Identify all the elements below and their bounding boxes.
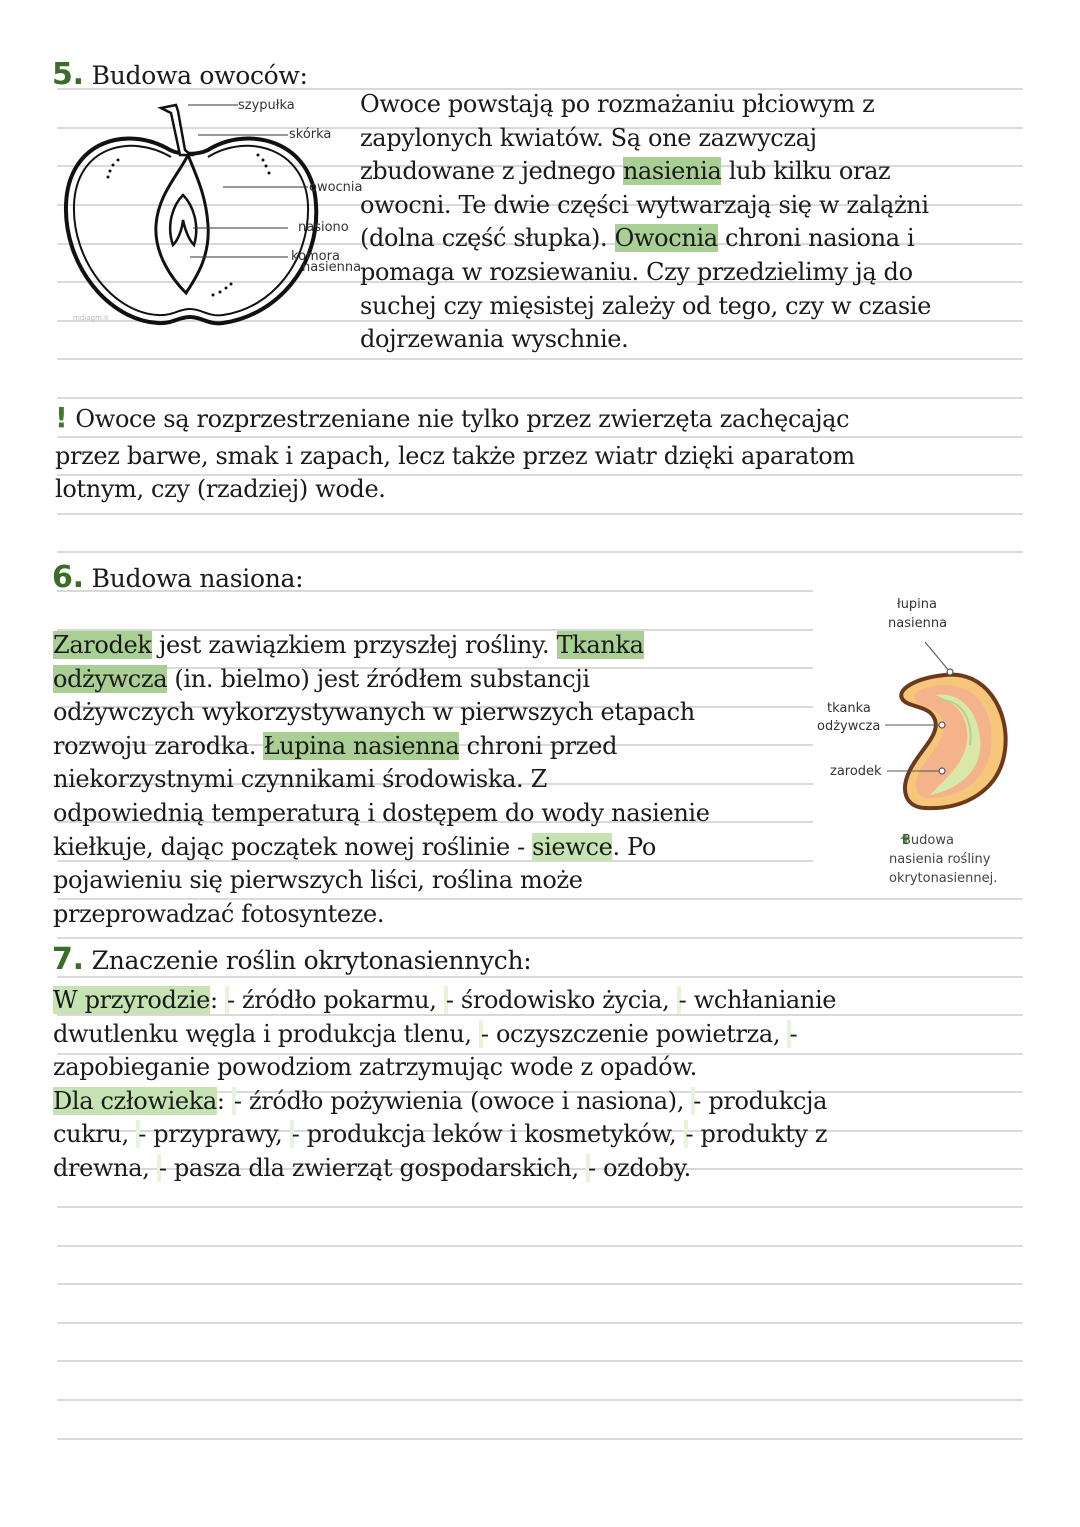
text-run: chroni przed	[459, 731, 618, 760]
label-zarodek: zarodek	[830, 764, 882, 779]
text-line	[53, 629, 710, 663]
text-run: niekorzystnymi czynnikami środowiska. Z	[53, 765, 547, 794]
text-run: zapobieganie powodziom zatrzymując wode z opadów.	[53, 1053, 697, 1082]
note-text	[55, 401, 855, 507]
section-title: Znaczenie roślin okrytonasiennych:	[91, 946, 532, 975]
text-run: chroni nasiona i	[717, 224, 915, 253]
section-number: 6.	[52, 560, 84, 595]
list-item: - oczyszczenie powietrza,	[480, 1019, 788, 1048]
text-run: jest zawiązkiem przyszłej rośliny.	[151, 631, 557, 659]
text-run: pomaga w rozsiewaniu. Czy przedzielimy ją do	[360, 257, 913, 286]
highlighted-term: Owocnia	[614, 224, 718, 253]
ruled-line	[57, 1206, 1023, 1208]
text-run: lub kilku oraz	[721, 157, 891, 186]
text-run: rozwoju zarodka.	[53, 731, 264, 760]
text-run: dojrzewania wyschnie.	[360, 325, 629, 354]
section-7-heading	[52, 942, 531, 977]
text-line	[360, 88, 931, 122]
section-6-text	[53, 629, 710, 931]
apple-diagram	[58, 95, 363, 335]
text-line	[53, 831, 710, 865]
highlighted-term: siewce	[532, 832, 613, 861]
watermark: mdiagm.it	[73, 314, 109, 322]
section-number: 5.	[52, 57, 84, 92]
ruled-line	[57, 513, 1023, 515]
list-item: - środowisko życia,	[445, 986, 677, 1014]
figure-caption-1: Budowa	[902, 833, 954, 848]
text-line	[360, 290, 931, 324]
section-5-text	[360, 88, 931, 357]
text-run: owocni. Te dwie części wytwarzają się w zalążni	[360, 190, 929, 219]
text-run: pojawieniu się pierwszych liści, roślina może	[53, 866, 583, 895]
list-item: - źródło pokarmu,	[226, 986, 444, 1014]
text-line	[360, 256, 931, 290]
text-run: (in. bielmo) jest źródłem substancji	[167, 664, 590, 693]
label-szypulka: szypułka	[238, 98, 295, 113]
list-item: -	[789, 1019, 798, 1048]
text-run: przeprowadzać fotosynteze.	[53, 899, 385, 928]
list-item: - przyprawy,	[138, 1120, 290, 1149]
text-line	[55, 473, 855, 507]
label-odzywcza: odżywcza	[817, 719, 881, 734]
text-run: (dolna część słupka).	[360, 224, 615, 253]
section-number: 7.	[52, 942, 84, 977]
text-line	[53, 864, 710, 898]
ruled-line	[57, 1245, 1023, 1247]
text-line	[360, 189, 931, 223]
text-run: . Po	[612, 832, 656, 861]
figure-caption-2: nasienia rośliny	[889, 852, 991, 867]
text-line	[53, 1051, 836, 1085]
text-line	[53, 797, 710, 831]
list-item: - źródło pożywienia (owoce i nasiona),	[233, 1086, 692, 1115]
text-line	[360, 323, 931, 357]
text-run: dwutlenku węgla i produkcja tlenu,	[53, 1019, 479, 1048]
text-run: :	[216, 1086, 232, 1115]
text-line	[53, 696, 710, 730]
text-line	[360, 122, 931, 156]
section-6-heading	[52, 560, 303, 595]
text-line	[55, 440, 855, 474]
text-line	[55, 401, 855, 435]
highlighted-term: Tkanka	[556, 631, 644, 659]
label-nasiono: nasiono	[298, 220, 349, 235]
text-run: lotnym, czy (rzadziej) wode.	[55, 475, 386, 504]
text-line	[53, 984, 836, 1018]
list-item: - produkcja leków i kosmetyków,	[291, 1120, 684, 1149]
list-item: - ozdoby.	[588, 1153, 691, 1182]
section-7-text	[53, 984, 836, 1186]
text-line	[53, 763, 710, 797]
ruled-line	[57, 1360, 1023, 1362]
highlighted-term: Zarodek	[53, 631, 152, 659]
ruled-line	[57, 1322, 1023, 1324]
label-komora: komora	[291, 249, 340, 264]
highlighted-term: W przyrodzie	[53, 986, 210, 1014]
label-nasienna: nasienna	[888, 616, 948, 631]
text-line	[53, 663, 710, 697]
text-run: cukru,	[53, 1120, 137, 1149]
text-line	[360, 155, 931, 189]
text-run: zbudowane z jednego	[360, 157, 623, 186]
label-tkanka: tkanka	[827, 701, 871, 716]
label-lupina: łupina	[897, 597, 938, 612]
text-line	[53, 898, 710, 932]
text-run: Owoce są rozprzestrzeniane nie tylko przez zwierzęta zachęcając	[75, 405, 850, 433]
ruled-line	[57, 1399, 1023, 1401]
text-run: suchej czy mięsistej zależy od tego, czy w czasie	[360, 291, 931, 320]
highlighted-term: Łupina nasienna	[263, 731, 460, 760]
text-run: kiełkuje, dając początek nowej roślinie -	[53, 832, 533, 861]
text-line	[53, 1118, 836, 1152]
exclamation-icon: !	[55, 401, 68, 434]
text-run: :	[209, 986, 225, 1014]
text-line	[360, 222, 931, 256]
text-run: odpowiednią temperaturą i dostępem do wody nasienie	[53, 798, 710, 827]
list-item: - produkty z	[685, 1120, 828, 1149]
text-run: zapylonych kwiatów. Są one zazwyczaj	[360, 123, 817, 152]
text-run: Owoce powstają po rozmażaniu płciowym z	[360, 90, 875, 118]
list-item: - produkcja	[693, 1086, 828, 1115]
label-skorka: skórka	[289, 127, 332, 142]
highlighted-term: odżywcza	[53, 664, 168, 693]
label-owocnia: owocnia	[309, 180, 363, 195]
ruled-line	[57, 358, 1023, 360]
text-line	[53, 1152, 836, 1186]
list-item: - wchłanianie	[678, 986, 837, 1014]
text-run: odżywczych wykorzystywanych w pierwszych etapach	[53, 698, 695, 727]
ruled-line	[57, 397, 1023, 399]
text-line	[53, 1018, 836, 1052]
section-title: Budowa owoców:	[91, 61, 308, 90]
ruled-line	[57, 1283, 1023, 1285]
ruled-line	[57, 551, 1023, 553]
text-line	[53, 1085, 836, 1119]
text-run: przez barwe, smak i zapach, lecz także przez wiatr dzięki aparatom	[55, 441, 855, 470]
ruled-line	[57, 937, 1023, 939]
figure-caption-3: okrytonasiennej.	[889, 871, 998, 886]
section-5-heading	[52, 57, 308, 92]
text-run: drewna,	[53, 1153, 157, 1182]
list-item: - pasza dla zwierząt gospodarskich,	[158, 1153, 587, 1182]
highlighted-term: Dla człowieka	[53, 1086, 217, 1115]
highlighted-term: nasienia	[622, 157, 722, 186]
label-nasienna: nasienna	[302, 260, 362, 275]
seed-diagram	[815, 590, 1030, 900]
section-title: Budowa nasiona:	[91, 564, 304, 593]
text-line	[53, 730, 710, 764]
ruled-line	[57, 1438, 1023, 1440]
